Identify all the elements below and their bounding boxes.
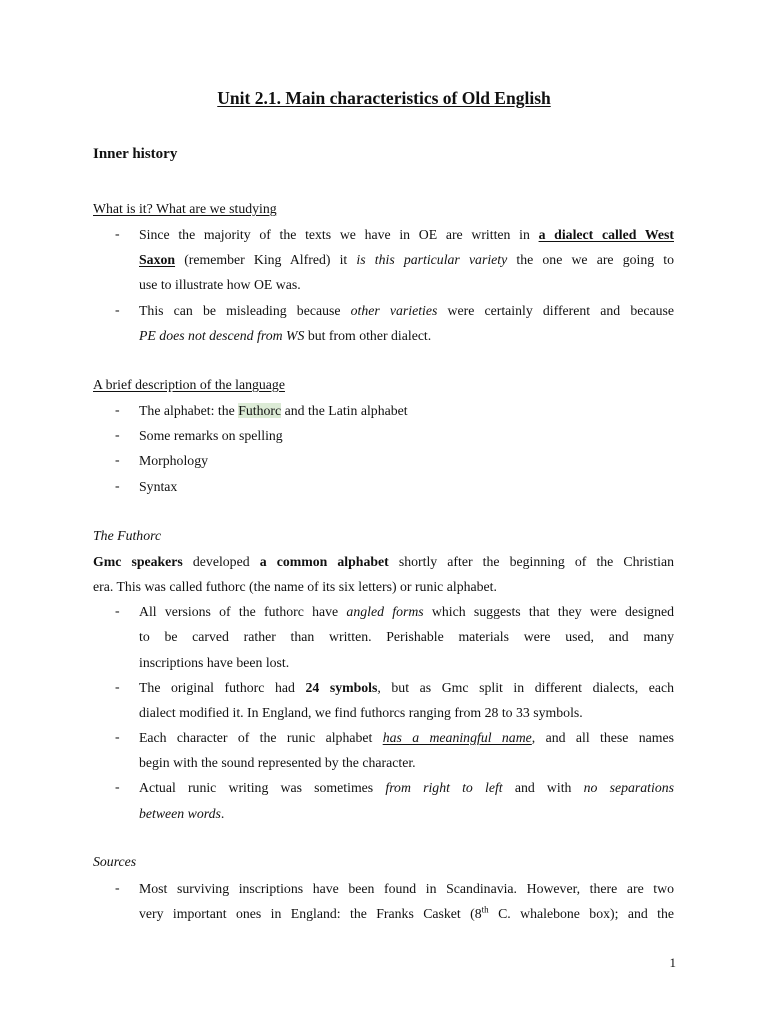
subheading-brief-description: A brief description of the language xyxy=(93,377,285,392)
page-number: 1 xyxy=(669,955,676,970)
page-title: Unit 2.1. Main characteristics of Old English xyxy=(217,88,551,108)
bullet-dash: - xyxy=(115,679,120,694)
bullet-dash: - xyxy=(115,452,120,467)
bullet-line: The alphabet: the Futhorc and the Latin alphabet xyxy=(139,403,408,418)
bullet-line: Saxon (remember King Alfred) it is this particular variety the one we are going to xyxy=(139,252,674,267)
bullet-dash: - xyxy=(115,729,120,744)
subheading-what-is-it: What is it? What are we studying xyxy=(93,201,277,216)
bullet-line: use to illustrate how OE was. xyxy=(139,277,301,292)
bullet-line: to be carved rather than written. Perishable materials were used, and many xyxy=(139,629,674,644)
bullet-line: dialect modified it. In England, we find futhorcs ranging from 28 to 33 symbols. xyxy=(139,705,583,720)
bullet-dash: - xyxy=(115,603,120,618)
bullet-line: PE does not descend from WS but from other dialect. xyxy=(139,328,432,343)
bullet-dash: - xyxy=(115,478,120,493)
bullet-line: Actual runic writing was sometimes from right to left and with no separations xyxy=(139,780,675,795)
bullet-line: Syntax xyxy=(139,479,178,494)
bullet-dash: - xyxy=(115,427,120,442)
bullet-dash: - xyxy=(115,880,120,895)
bullet-line: Each character of the runic alphabet has a meaningful name, and all these names xyxy=(139,730,674,745)
bullet-line: between words. xyxy=(139,806,225,821)
bullet-dash: - xyxy=(115,402,120,417)
bullet-line: Since the majority of the texts we have in OE are written in a dialect called West xyxy=(139,227,674,242)
bullet-dash: - xyxy=(115,226,120,241)
bullet-line: All versions of the futhorc have angled forms which suggests that they were designed xyxy=(139,604,675,619)
highlighted-term: Futhorc xyxy=(238,403,282,418)
bullet-line: Morphology xyxy=(139,453,208,468)
bullet-line: very important ones in England: the Franks Casket (8th C. whalebone box); and the xyxy=(139,904,675,921)
bullet-line: The original futhorc had 24 symbols, but as Gmc split in different dialects, each xyxy=(139,680,675,695)
bullet-line: inscriptions have been lost. xyxy=(139,655,290,670)
bullet-line: begin with the sound represented by the character. xyxy=(139,755,416,770)
bullet-dash: - xyxy=(115,779,120,794)
paragraph-line: Gmc speakers developed a common alphabet shortly after the beginning of the Christian xyxy=(93,554,674,569)
subheading-futhorc: The Futhorc xyxy=(93,528,162,543)
subheading-sources: Sources xyxy=(93,854,137,869)
bullet-line: This can be misleading because other varieties were certainly different and because xyxy=(139,303,674,318)
paragraph-line: era. This was called futhorc (the name of its six letters) or runic alphabet. xyxy=(93,579,497,594)
section-heading-inner-history: Inner history xyxy=(93,146,178,162)
bullet-line: Most surviving inscriptions have been found in Scandinavia. However, there are two xyxy=(139,881,674,896)
bullet-line: Some remarks on spelling xyxy=(139,428,283,443)
bullet-dash: - xyxy=(115,302,120,317)
